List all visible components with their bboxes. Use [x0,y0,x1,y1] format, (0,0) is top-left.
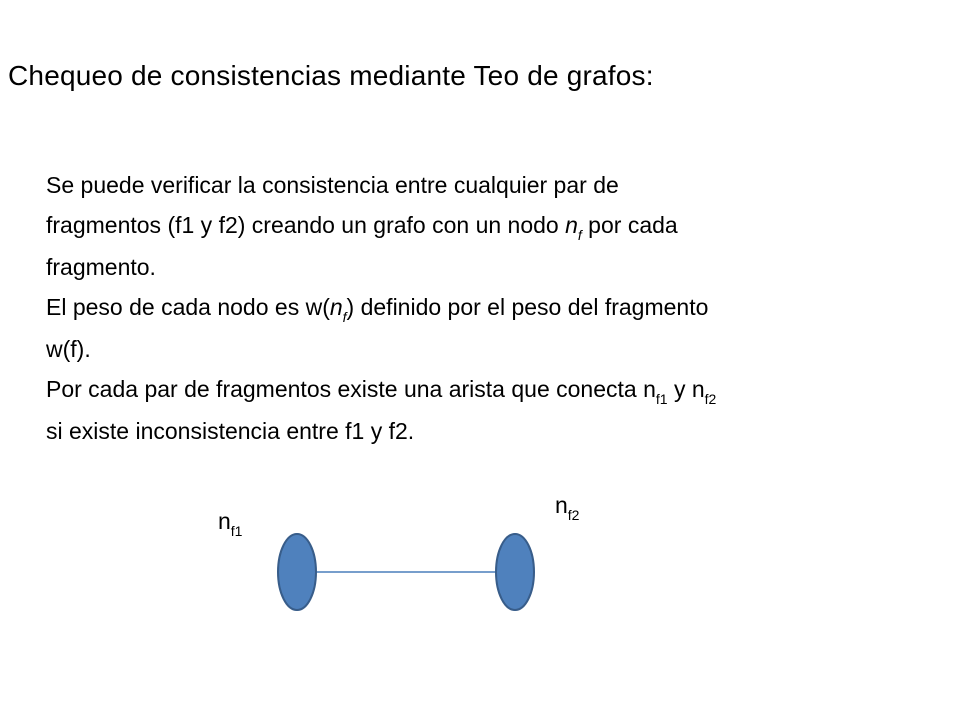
graph-node-1 [278,534,316,610]
paragraph-1-line-1: Se puede verificar la consistencia entre cualquier par de [46,172,619,198]
node-variable-subscript: f [577,226,582,243]
paragraph-2-line-1: El peso de cada nodo es $w(n_f)$ definido por el peso del fragmento [46,293,709,325]
paragraph-1-line-2: fragmentos (f1 y f2) creando un grafo con un nodo $n_f$ por cada [46,211,678,243]
graph-node-2 [496,534,534,610]
paragraph-1-line-3: fragmento. [46,254,156,280]
edge-node-2-subscript: f2 [704,390,717,407]
paragraph-2-line-2: w(f). [46,336,91,362]
slide-title: Chequeo de consistencias mediante Teo de grafos: [8,60,654,91]
node-2-label: $n_{f2}$ [555,492,580,523]
weight-variable: n [329,293,343,320]
weight-variable-subscript: f [342,308,347,325]
edge-node-1-subscript: f1 [655,390,668,407]
paragraph-3-line-2: si existe inconsistencia entre f1 y f2. [46,418,415,444]
node-variable: n [565,211,578,238]
paragraph-3-line-1: Por cada par de fragmentos existe una arista que conecta $n_{f1}$ y $n_{f2}$ [46,375,717,407]
node-1-label: $n_{f1}$ [218,508,243,539]
